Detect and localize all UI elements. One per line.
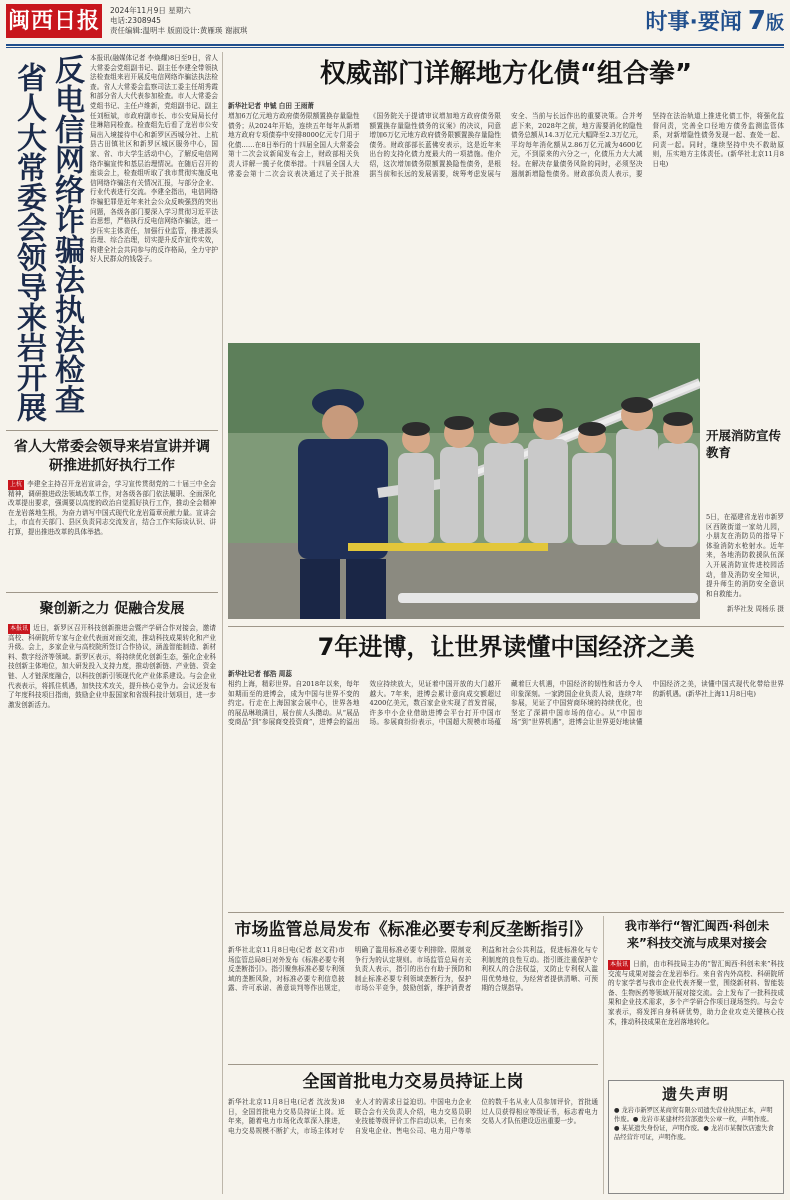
mid-divider-3 [228, 1064, 598, 1065]
economy-headline: 7年进博，让世界读懂中国经济之美 [317, 633, 695, 661]
left-second-tag: 上杭 [10, 481, 23, 488]
left-divider-1 [6, 430, 218, 431]
masthead [6, 4, 784, 42]
top-story-body: 增加6万亿元地方政府债务限额置换存量隐性债务；从2024年开始，连续五年每年从新增地方政府专项债券中安排8000亿元专门用于化债……在8日举行的十四届全国人大常委会第十二次会议新闻发布会上，财政部相关负责人详解一揽子化债举措。十四届全国人大常委会第十二次会议表决通过了关于批准《国务院关于提请审议增加地方政府债务限额置换存量隐性债务的议案》的决议，同意增加6万亿元地方政府债务限额置换存量隐性债务。财政部部长蓝佛安表示，这是近年来出台的支持化债力度最大的一项措施。他介绍，这次增加债务限额置换隐性债务，是根据当前和长远的发展需要，统筹考虑发展与安全、当前与长远作出的重要决策。合并考虑下来，2028年之前，地方需要消化的隐性债务总额从14.3万亿元大幅降至2.3万亿元，平均每年消化额从2.86万亿元减为4600亿元，不到原来的六分之一，化债压力大大减轻。在解决存量债务风险的同时，必须坚决遏制新增隐性债务。财政部负责人表示，要坚持在法治轨道上推进化债工作，将强化监督问责，完善全口径地方债务监测监管体系，对新增隐性债务发现一起、查处一起、问责一起。同时，继续坚持中央不救助原则，压实地方主体责任。(新华社北京11月8日电) [228, 112, 784, 178]
fire-safety-photo [228, 343, 700, 619]
issue-editors: 责任编辑:温明丰 版面设计:黄雁瑛 谢淑琪 [110, 26, 248, 35]
lost-notice-title: 遗失声明 [661, 1085, 730, 1103]
mid-divider-1 [228, 626, 784, 627]
page-number: 7 [747, 6, 766, 36]
patent-headline: 市场监管总局发布《标准必要专利反垄断指引》 [234, 920, 592, 940]
mid-divider-2 [228, 912, 784, 913]
top-story-byline: 新华社记者 申铖 白田 王雨萧 [228, 102, 315, 110]
issue-date: 2024年11月9日 星期六 [110, 6, 191, 15]
left-third-text: 近日，新罗区召开科技创新推进会暨产学研合作对接会，邀请高校、科研院所专家与企业代表面对面交流，推动科技成果转化和产业升级。会上，多家企业与高校院所签订合作协议，涵盖智能制造、新材料、数字经济等领域。新罗区表示，将持续优化创新生态，强化企业科技创新主体地位，加大研发投入支持力度，推动创新链、产业链、资金链、人才链深度融合，以科技创新引领现代化产业体系建设。与会企业代表表示，将抓住机遇，加快技术攻关，提升核心竞争力。会议还发布了年度科技项目指南，鼓励企业申报国家和省级科技计划项目，进一步激发创新活力。 [8, 624, 216, 709]
photo-caption-text: 5日，在福建省龙岩市新罗区西陂街道一家幼儿园，小朋友在消防员的指导下体验消防水枪射水。近年来，各地消防救援队伍深入开展消防宣传进校园活动，普及消防安全知识，提升师生的消防安全意识和自救能力。 [706, 513, 784, 598]
left-second-text: 李建全主持召开龙岩宣讲会，学习宣传贯彻党的二十届三中全会精神，调研推进政法领域改革工作，对各级各部门依法履职、全面深化改革提出要求，强调要以高度的政治自觉抓好执行工作，推动全会精神在龙岩落地生根，为奋力谱写中国式现代化龙岩篇章贡献力量。宣讲会上，市直有关部门、县区负责同志交流发言，结合工作实际谈认识、讲打算，提出推进改革的具体举措。 [8, 480, 216, 536]
photo-caption-credit: 新华社发 周杨乐 摄 [727, 605, 784, 614]
photo-illustration [228, 343, 700, 619]
tech-tag: 本报讯 [610, 961, 629, 968]
lead-headline-main: 反电信网络诈骗法执法检查 [49, 54, 84, 414]
economy-body: 相约上海，精彩世界。自2018年以来，每年如期而至的进博会，成为中国与世界不变的约定。行走在上海国家会展中心，世界各地的展品琳琅满目，展台前人头攒动。从“展品变商品”到“参展商变投资商”，进博会的溢出效应持续放大，见证着中国开放的大门越开越大。7年来，进博会累计意向成交额超过4200亿美元，数百家企业实现了首发首展，许多中小企业借助进博会平台打开中国市场。参展商纷纷表示，中国超大规模市场蕴藏着巨大机遇，中国经济的韧性和活力令人印象深刻。一家跨国企业负责人说，连续7年参展，见证了中国营商环境的持续优化，也坚定了深耕中国市场的信心。从“中国市场”到“世界机遇”，进博会让世界更好地读懂中国经济之美，读懂中国式现代化带给世界的新机遇。(新华社上海11月8日电) [228, 680, 784, 727]
power-headline: 全国首批电力交易员持证上岗 [302, 1072, 524, 1092]
tech-headline: 我市举行“智汇闽西·科创未来”科技交流与成果对接会 [624, 919, 770, 950]
top-story-headline: 权威部门详解地方化债“组合拳” [319, 59, 693, 89]
left-column-rule [222, 52, 223, 1194]
photo-caption [706, 343, 784, 619]
issue-meta [110, 6, 247, 36]
newspaper-logo: 闽西日报 [6, 4, 102, 38]
section-label [646, 4, 784, 38]
lead-body: 本报讯(融媒体记者 李焕耀)8日至9日，省人大常委会党组副书记、副主任李建全带领执法检查组来岩开展反电信网络诈骗法执法检查。省人大常委会监察司法工委主任胡秀霞和部分省人大代表参加检查。市人大常委会党组书记、主任卢维新，党组副书记、副主任刘桓斌，市政府副市长、市公安局局长付佳琳陪同检查。检查组先后看了龙岩市公安局出入境接待中心和新罗区西城分社、上杭县古田镇社区和新罗区城区服务中心，国家、省、市大学生活动中心，了解反电信网络诈骗宣传和基层治理情况。在随后召开的座谈会上，检查组听取了我市贯彻实施反电信网络诈骗法有关情况汇报，与部分企业、行业代表进行交流。李建全指出，电信网络诈骗犯罪是近年来社会公众反映强烈的突出问题，各级各部门要深入学习贯彻习近平法治思想，严格执行反电信网络诈骗法，进一步压实主体责任，加强行业监管，推进源头治理、综合治理，切实提升反诈宣传实效，构建全社会共同参与的反诈格局，全力守护好人民群众的钱袋子。 [90, 54, 218, 264]
economy-byline: 新华社记者 郁浩 周蕊 [228, 670, 292, 678]
lost-notice-box [608, 1080, 784, 1194]
left-third-body [8, 624, 216, 1194]
left-third-headline: 聚创新之力 促融合发展 [39, 601, 185, 617]
tech-body [608, 960, 784, 1074]
lead-headline-sub: 省人大常委会领导来岩开展 [11, 62, 46, 422]
photo-caption-title: 开展消防宣传教育 [706, 428, 782, 460]
right-column-rule [603, 916, 604, 1194]
issue-phone: 电话:2308945 [110, 16, 161, 25]
lost-notice-body: ● 龙岩市新罗区某商贸有限公司遗失营业执照正本，声明作废。● 龙岩市某建材经营部遗失公章一枚，声明作废。● 某某遗失身份证，声明作废。● 龙岩市某餐饮店遗失食品经营许可证，声明作废。 [614, 1107, 774, 1141]
left-second-body [8, 480, 216, 586]
left-second-headline: 省人大常委会领导来岩宣讲并调研推进抓好执行工作 [14, 439, 210, 474]
left-divider-2 [6, 592, 218, 593]
page-suffix: 版 [766, 13, 784, 34]
tech-text: 日前，由市科技局主办的“智汇闽西·科创未来”科技交流与成果对接会在龙岩举行。来自省内外高校、科研院所的专家学者与我市企业代表齐聚一堂，围绕新材料、智能装备、生物医药等领域开展对接交流。会上发布了一批科技成果和企业技术需求，多个产学研合作项目现场签约。与会专家表示，将发挥自身科研优势，助力企业攻克关键核心技术，推动科技成果在龙岩落地转化。 [608, 960, 784, 1026]
header-rule [6, 44, 784, 46]
patent-body: 新华社北京11月8日电(记者 赵文君)市场监管总局8日对外发布《标准必要专利反垄断指引》。指引聚焦标准必要专利领域的垄断风险，对标准必要专利信息披露、许可承诺、善意谈判等作出规定，明确了滥用标准必要专利排除、限制竞争行为的认定规则。市场监管总局有关负责人表示，指引的出台有助于预防和制止标准必要专利领域垄断行为，保护市场公平竞争，鼓励创新，维护消费者利益和社会公共利益，促进标准化与专利制度的良性互动。指引既注重保护专利权人的合法权益，又防止专利权人滥用优势地位，为经营者提供清晰、可预期的合规指导。 [228, 946, 598, 993]
lead-headline [6, 54, 86, 424]
power-body: 新华社北京11月8日电(记者 沈汝发)8日，全国首批电力交易员持证上岗。近年来，随着电力市场化改革深入推进，电力交易规模不断扩大，市场主体对专业人才的需求日益迫切。中国电力企业联合会有关负责人介绍，电力交易员职业技能等级评价工作启动以来，已有来自发电企业、售电公司、电力用户等单位的数千名从业人员参加评价，首批通过人员获得相应等级证书，标志着电力交易人才队伍建设迈出重要一步。 [228, 1098, 598, 1135]
header-rule-thin [6, 47, 784, 48]
left-third-tag: 本报讯 [10, 625, 29, 632]
section-name: 时事·要闻 [645, 10, 742, 35]
